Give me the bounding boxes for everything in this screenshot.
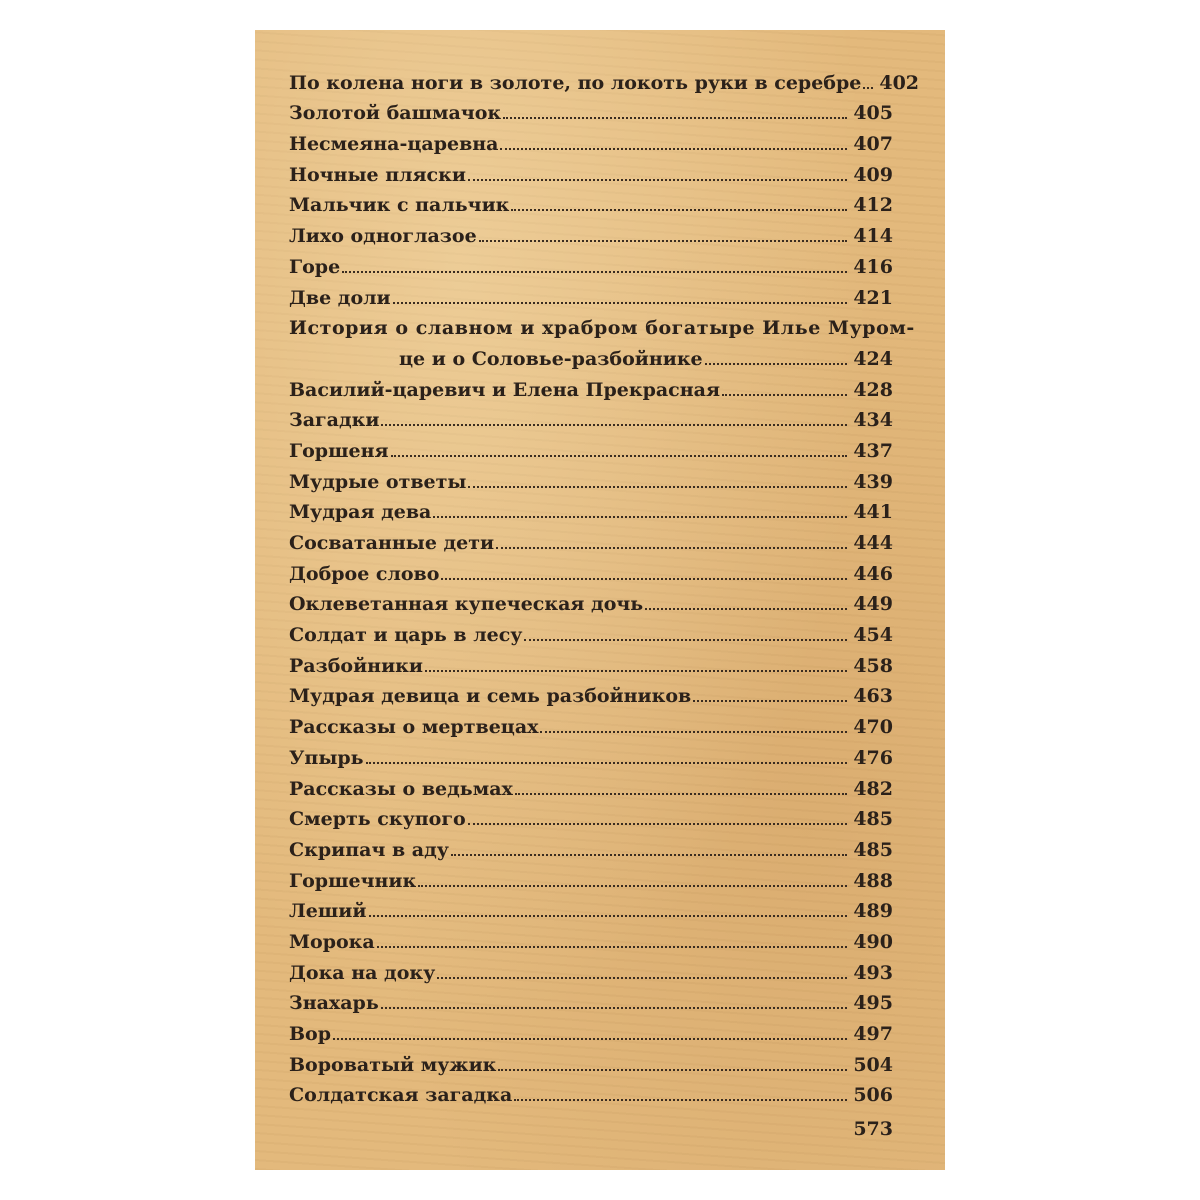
toc-entry-page: 444 xyxy=(853,532,893,555)
toc-entry-title: Горе xyxy=(289,255,341,278)
toc-entry-title: Василий-царевич и Елена Прекрасная xyxy=(289,378,720,401)
toc-entry-page: 441 xyxy=(853,501,893,524)
toc-entry-page: 493 xyxy=(853,961,893,984)
toc-entry-title: Оклеветанная купеческая дочь xyxy=(289,593,644,616)
toc-entry-page: 454 xyxy=(853,624,893,647)
dot-leader xyxy=(441,578,847,580)
dot-leader xyxy=(366,762,847,764)
toc-entry-page: 470 xyxy=(853,716,893,739)
dot-leader xyxy=(511,209,847,211)
toc-entry-page: 409 xyxy=(853,163,893,186)
dot-leader xyxy=(722,394,847,396)
toc-entry-title-line2: це и о Соловье-разбойнике xyxy=(399,347,703,370)
toc-entry xyxy=(289,432,893,463)
dot-leader xyxy=(468,486,847,488)
toc-entry-title: Морока xyxy=(289,930,375,953)
toc-entry-page: 414 xyxy=(853,225,893,248)
toc-entry-title: Вор xyxy=(289,1023,332,1046)
toc-entry xyxy=(289,1015,893,1046)
toc-entry xyxy=(289,708,893,739)
toc-entry xyxy=(289,985,893,1016)
toc-entry xyxy=(289,463,893,494)
dot-leader xyxy=(437,977,847,979)
table-of-contents xyxy=(289,64,920,1107)
toc-entry-page: 488 xyxy=(853,869,893,892)
toc-entry xyxy=(289,678,893,709)
toc-entry-page: 506 xyxy=(853,1084,893,1107)
toc-entry-title: Вороватый мужик xyxy=(289,1053,497,1076)
toc-entry-title: Солдатская загадка xyxy=(289,1084,513,1107)
toc-entry xyxy=(289,954,893,985)
toc-entry xyxy=(289,125,893,156)
toc-entry-page: 405 xyxy=(853,102,893,125)
toc-entry-page: 407 xyxy=(853,133,893,156)
toc-entry-title: Лихо одноглазое xyxy=(289,225,477,248)
dot-leader xyxy=(425,670,847,672)
toc-entry-page: 416 xyxy=(853,255,893,278)
toc-entry-page: 482 xyxy=(853,777,893,800)
toc-entry xyxy=(289,555,893,586)
toc-entry-page: 428 xyxy=(853,378,893,401)
toc-entry-title: Мудрые ответы xyxy=(289,470,467,493)
page-number: 573 xyxy=(853,1118,893,1140)
dot-leader xyxy=(540,731,847,733)
toc-entry xyxy=(289,217,893,248)
toc-entry xyxy=(289,187,893,218)
toc-entry-title: Смерть скупого xyxy=(289,808,466,831)
toc-entry-page: 489 xyxy=(853,900,893,923)
dot-leader xyxy=(377,946,847,948)
toc-entry-page: 412 xyxy=(853,194,893,217)
dot-leader xyxy=(503,117,847,119)
toc-entry-title: Рассказы о мертвецах xyxy=(289,716,539,739)
toc-entry-title: По колена ноги в золоте, по локоть руки в серебре xyxy=(289,71,862,94)
toc-entry xyxy=(289,831,893,862)
toc-entry-title: Несмеяна-царевна xyxy=(289,133,499,156)
dot-leader xyxy=(393,302,847,304)
dot-leader xyxy=(433,516,847,518)
dot-leader xyxy=(418,885,847,887)
toc-entry xyxy=(289,371,893,402)
toc-entry xyxy=(289,95,893,126)
toc-entry xyxy=(289,524,893,555)
toc-entry-title: Леший xyxy=(289,900,367,923)
toc-entry-title: Доброе слово xyxy=(289,562,440,585)
dot-leader xyxy=(451,854,847,856)
toc-entry-page: 458 xyxy=(853,654,893,677)
toc-entry-page: 439 xyxy=(853,470,893,493)
toc-entry-title: Мальчик с пальчик xyxy=(289,194,510,217)
toc-entry xyxy=(289,923,893,954)
dot-leader xyxy=(342,271,847,273)
toc-entry-title: Скрипач в аду xyxy=(289,838,449,861)
dot-leader xyxy=(693,700,847,702)
book-page xyxy=(255,30,945,1170)
toc-entry-page: 424 xyxy=(853,347,893,370)
toc-entry-title: Горшечник xyxy=(289,869,417,892)
toc-entry xyxy=(289,494,893,525)
toc-entry-page: 437 xyxy=(853,439,893,462)
toc-entry xyxy=(289,647,893,678)
toc-entry xyxy=(289,801,893,832)
toc-entry-page: 476 xyxy=(853,746,893,769)
toc-entry-title: Дока на доку xyxy=(289,961,436,984)
toc-entry-title: Мудрая девица и семь разбойников xyxy=(289,685,692,708)
toc-entry-title: Мудрая дева xyxy=(289,501,432,524)
toc-entry-title: Загадки xyxy=(289,409,380,432)
toc-entry-page: 421 xyxy=(853,286,893,309)
dot-leader xyxy=(514,1099,847,1101)
toc-entry-title: Солдат и царь в лесу xyxy=(289,624,523,647)
dot-leader xyxy=(496,547,847,549)
toc-entry-page: 446 xyxy=(853,562,893,585)
dot-leader xyxy=(381,1007,847,1009)
toc-entry-page: 485 xyxy=(853,838,893,861)
dot-leader xyxy=(479,240,847,242)
toc-entry xyxy=(289,586,893,617)
toc-entry-title: Сосватанные дети xyxy=(289,532,495,555)
toc-entry-title: Золотой башмачок xyxy=(289,102,502,125)
dot-leader xyxy=(705,363,847,365)
toc-entry-page: 449 xyxy=(853,593,893,616)
toc-entry-page: 463 xyxy=(853,685,893,708)
toc-entry-title: Ночные пляски xyxy=(289,163,466,186)
toc-entry xyxy=(289,862,893,893)
toc-entry-title: Рассказы о ведьмах xyxy=(289,777,513,800)
toc-entry xyxy=(289,893,893,924)
toc-entry-title: Горшеня xyxy=(289,439,389,462)
dot-leader xyxy=(369,915,848,917)
dot-leader xyxy=(381,424,847,426)
dot-leader xyxy=(863,87,873,89)
toc-entry xyxy=(289,1077,893,1108)
dot-leader xyxy=(391,455,847,457)
toc-entry-page: 495 xyxy=(853,992,893,1015)
toc-entry-title: Знахарь xyxy=(289,992,379,1015)
toc-entry-title: Упырь xyxy=(289,746,364,769)
toc-entry-multiline xyxy=(289,310,915,371)
dot-leader xyxy=(468,179,847,181)
toc-entry xyxy=(289,739,893,770)
toc-entry xyxy=(289,248,893,279)
toc-entry xyxy=(289,616,893,647)
dot-leader xyxy=(468,823,847,825)
toc-entry xyxy=(289,156,893,187)
toc-entry-page: 497 xyxy=(853,1023,893,1046)
dot-leader xyxy=(524,639,847,641)
toc-entry-page: 490 xyxy=(853,930,893,953)
dot-leader xyxy=(500,148,847,150)
toc-entry xyxy=(289,1046,893,1077)
toc-entry-page: 402 xyxy=(879,71,920,94)
toc-entry-title: Разбойники xyxy=(289,654,423,677)
toc-entry-title: Две доли xyxy=(289,286,391,309)
toc-entry-title-line1: История о славном и храбром богатыре Илье Муром- xyxy=(289,317,915,340)
toc-entry xyxy=(289,770,893,801)
dot-leader xyxy=(515,793,847,795)
toc-entry xyxy=(289,64,920,95)
dot-leader xyxy=(645,608,847,610)
toc-entry-page: 485 xyxy=(853,808,893,831)
toc-entry xyxy=(289,279,893,310)
toc-entry-page: 434 xyxy=(853,409,893,432)
dot-leader xyxy=(333,1038,847,1040)
dot-leader xyxy=(498,1069,847,1071)
toc-entry-page: 504 xyxy=(853,1053,893,1076)
toc-entry xyxy=(289,402,893,433)
